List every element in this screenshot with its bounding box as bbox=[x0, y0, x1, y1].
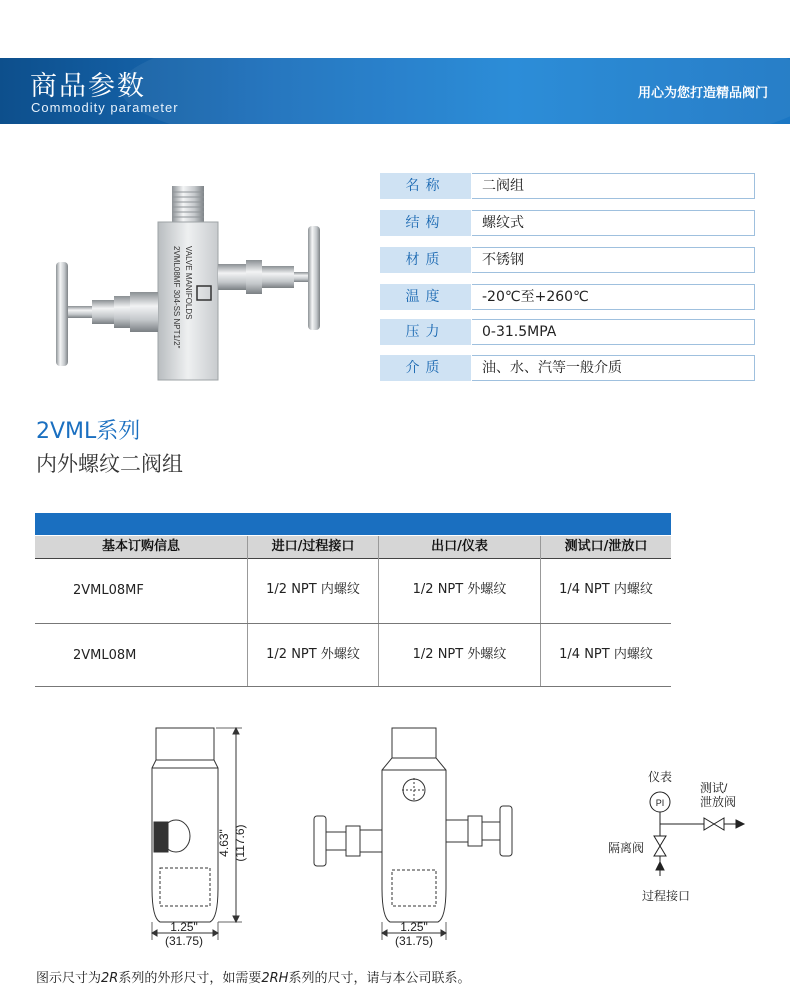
front-view bbox=[314, 728, 512, 940]
spec-row bbox=[380, 173, 746, 199]
table-cell: 1/2 NPT 外螺纹 bbox=[412, 647, 507, 662]
footnote bbox=[36, 967, 470, 986]
spec-label: 压力 bbox=[380, 319, 471, 345]
table-cell: 1/2 NPT 外螺纹 bbox=[266, 647, 360, 662]
marking-line2: 2VML08MF 304-SS NPT1/2" bbox=[172, 246, 181, 349]
order-header-cell: 进口/过程接口 bbox=[248, 536, 378, 559]
spec-row bbox=[380, 355, 746, 381]
header-banner bbox=[0, 58, 790, 124]
width-inch-left: 1.25" bbox=[170, 920, 198, 934]
width-mm-right: (31.75) bbox=[394, 934, 434, 948]
order-header-cell: 出口/仪表 bbox=[379, 536, 540, 559]
footnote-prefix: 图示尺寸为 bbox=[36, 971, 102, 986]
column-divider bbox=[247, 536, 248, 687]
column-divider bbox=[540, 536, 541, 687]
table-cell: 1/2 NPT 内螺纹 bbox=[266, 582, 360, 597]
width-inch-right: 1.25" bbox=[400, 920, 428, 934]
spec-row bbox=[380, 284, 746, 310]
spec-label: 材质 bbox=[380, 247, 471, 273]
test-vent-label-1: 测试/ bbox=[700, 781, 728, 795]
table-cell: 1/4 NPT 内螺纹 bbox=[559, 647, 653, 662]
marking-line1: VALVE MANIFOLDS bbox=[184, 246, 193, 320]
spec-value: -20℃至+260℃ bbox=[472, 284, 755, 310]
spec-value: 油、水、汽等一般介质 bbox=[472, 355, 755, 381]
footnote-series-a: 2R bbox=[101, 971, 119, 986]
order-header-cell: 测试口/泄放口 bbox=[541, 536, 671, 559]
spec-label: 介质 bbox=[380, 355, 471, 381]
footnote-middle: 系列的外形尺寸，如需要 bbox=[118, 971, 262, 986]
spec-value: 0-31.5MPA bbox=[472, 319, 755, 345]
table-cell: 2VML08M bbox=[73, 648, 137, 663]
gauge-symbol: PI bbox=[655, 798, 665, 808]
footnote-suffix: 系列的尺寸，请与本公司联系。 bbox=[288, 971, 471, 986]
height-inch: 4.63" bbox=[217, 829, 231, 857]
order-table-topbar bbox=[35, 513, 671, 535]
spec-value: 螺纹式 bbox=[472, 210, 755, 236]
row-divider bbox=[35, 623, 671, 624]
spec-row bbox=[380, 210, 746, 236]
slogan: 用心为您打造精品阀门 bbox=[637, 86, 768, 101]
height-mm: (117.6) bbox=[233, 824, 247, 862]
series-subtitle: 内外螺纹二阀组 bbox=[36, 452, 183, 476]
order-header-cell: 基本订购信息 bbox=[35, 536, 247, 559]
test-vent-label-2: 泄放阀 bbox=[700, 795, 737, 809]
spec-row bbox=[380, 247, 746, 273]
width-mm-left: (31.75) bbox=[164, 934, 204, 948]
dimension-drawings bbox=[120, 718, 780, 958]
table-cell: 1/4 NPT 内螺纹 bbox=[559, 582, 653, 597]
row-divider bbox=[35, 686, 671, 687]
product-photo bbox=[34, 186, 352, 382]
series-title: 2VML系列 bbox=[36, 419, 141, 444]
spec-label: 结构 bbox=[380, 210, 471, 236]
left-handle bbox=[56, 262, 68, 366]
right-handle bbox=[308, 226, 320, 330]
order-table bbox=[35, 513, 671, 687]
column-divider bbox=[378, 536, 379, 687]
table-cell: 1/2 NPT 外螺纹 bbox=[412, 582, 507, 597]
footnote-series-b: 2RH bbox=[261, 971, 289, 986]
spec-value: 二阀组 bbox=[472, 173, 755, 199]
process-connection-label: 过程接口 bbox=[641, 889, 691, 903]
spec-value: 不锈钢 bbox=[472, 247, 755, 273]
spec-row bbox=[380, 319, 746, 345]
table-cell: 2VML08MF bbox=[73, 583, 144, 598]
spec-label: 温度 bbox=[380, 284, 471, 310]
page-subtitle: Commodity parameter bbox=[31, 100, 179, 115]
isolation-valve-label: 隔离阀 bbox=[608, 841, 645, 855]
page-title: 商品参数 bbox=[30, 71, 146, 102]
instrument-label: 仪表 bbox=[647, 770, 673, 784]
spec-label: 名称 bbox=[380, 173, 471, 199]
